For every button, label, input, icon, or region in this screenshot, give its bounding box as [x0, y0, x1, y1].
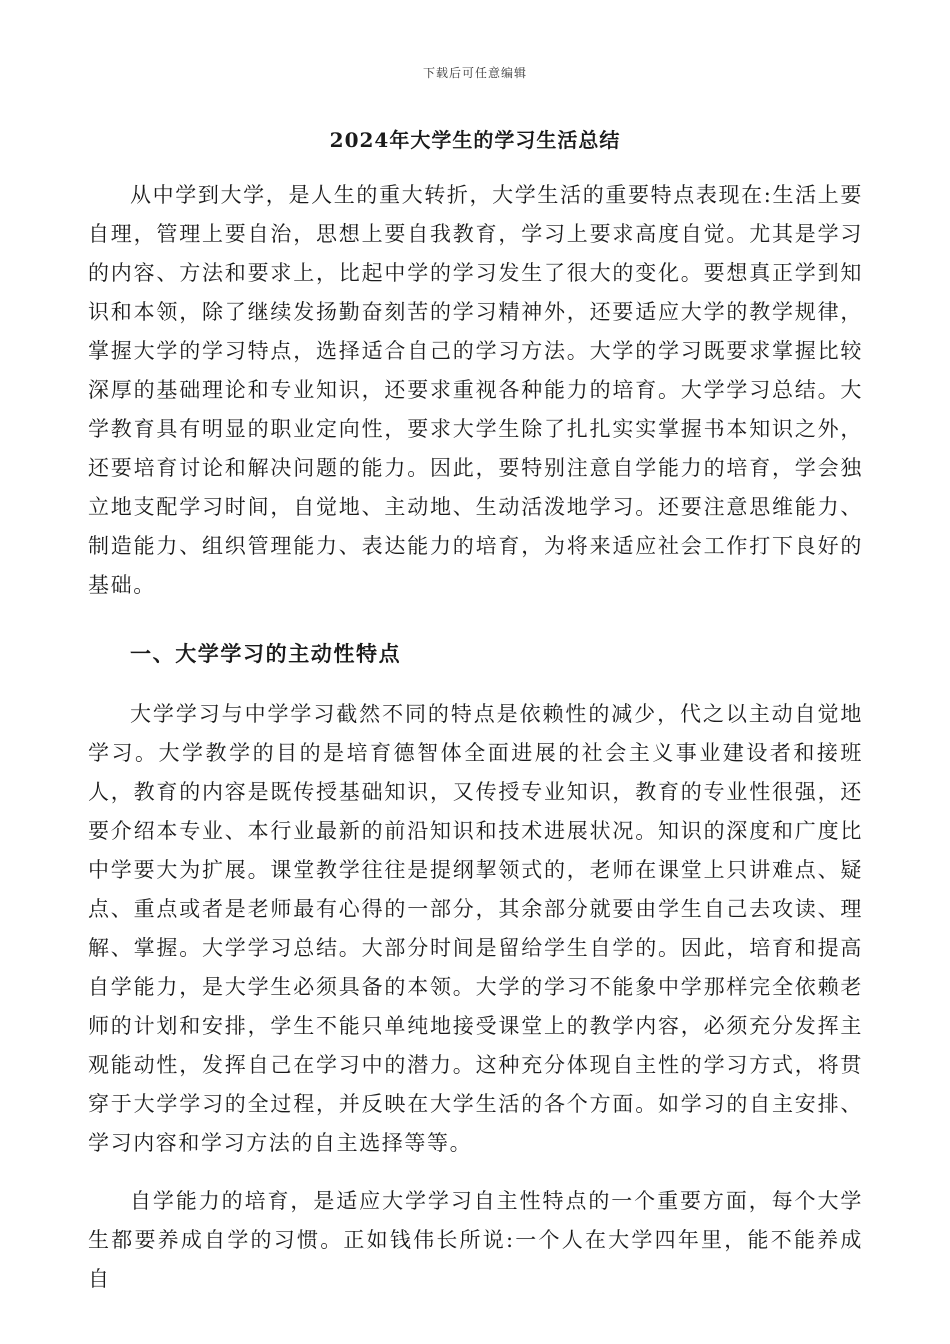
- body-paragraph: 自学能力的培育，是适应大学学习自主性特点的一个重要方面，每个大学生都要养成自学的习惯。正如钱伟长所说:一个人在大学四年里，能不能养成自: [88, 1189, 863, 1291]
- section-heading: 一、大学学习的主动性特点: [130, 641, 402, 666]
- body-paragraph: 大学学习与中学学习截然不同的特点是依赖性的减少，代之以主动自觉地学习。大学教学的目的是培育德智体全面进展的社会主义事业建设者和接班人，教育的内容是既传授基础知识，又传授专业知识，教育的专业性很强，还要介绍本专业、本行业最新的前沿知识和技术进展状况。知识的深度和广度比中学要大为扩展。课堂教学往往是提纲挈领式的，老师在课堂上只讲难点、疑点、重点或者是老师最有心得的一部分，其余部分就要由学生自己去攻读、理解、掌握。大学学习总结。大部分时间是留给学生自学的。因此，培育和提高自学能力，是大学生必须具备的本领。大学的学习不能象中学那样完全依赖老师的计划和安排，学生不能只单纯地接受课堂上的教学内容，必须充分发挥主观能动性，发挥自己在学习中的潜力。这种充分体现自主性的学习方式，将贯穿于大学学习的全过程，并反映在大学生活的各个方面。如学习的自主安排、学习内容和学习方法的自主选择等等。: [88, 702, 863, 1155]
- intro-paragraph: 从中学到大学，是人生的重大转折，大学生活的重要特点表现在:生活上要自理，管理上要自治，思想上要自我教育，学习上要求高度自觉。尤其是学习的内容、方法和要求上，比起中学的学习发生了很大的变化。要想真正学到知识和本领，除了继续发扬勤奋刻苦的学习精神外，还要适应大学的教学规律，掌握大学的学习特点，选择适合自己的学习方法。大学的学习既要求掌握比较深厚的基础理论和专业知识，还要求重视各种能力的培育。大学学习总结。大学教育具有明显的职业定向性，要求大学生除了扎扎实实掌握书本知识之外，还要培育讨论和解决问题的能力。因此，要特别注意自学能力的培育，学会独立地支配学习时间，自觉地、主动地、生动活泼地学习。还要注意思维能力、制造能力、组织管理能力、表达能力的培育，为将来适应社会工作打下良好的基础。: [88, 183, 863, 597]
- document-body: [88, 176, 863, 1299]
- header-note: 下载后可任意编辑: [422, 66, 527, 80]
- document-title: 2024年大学生的学习生活总结: [329, 128, 621, 152]
